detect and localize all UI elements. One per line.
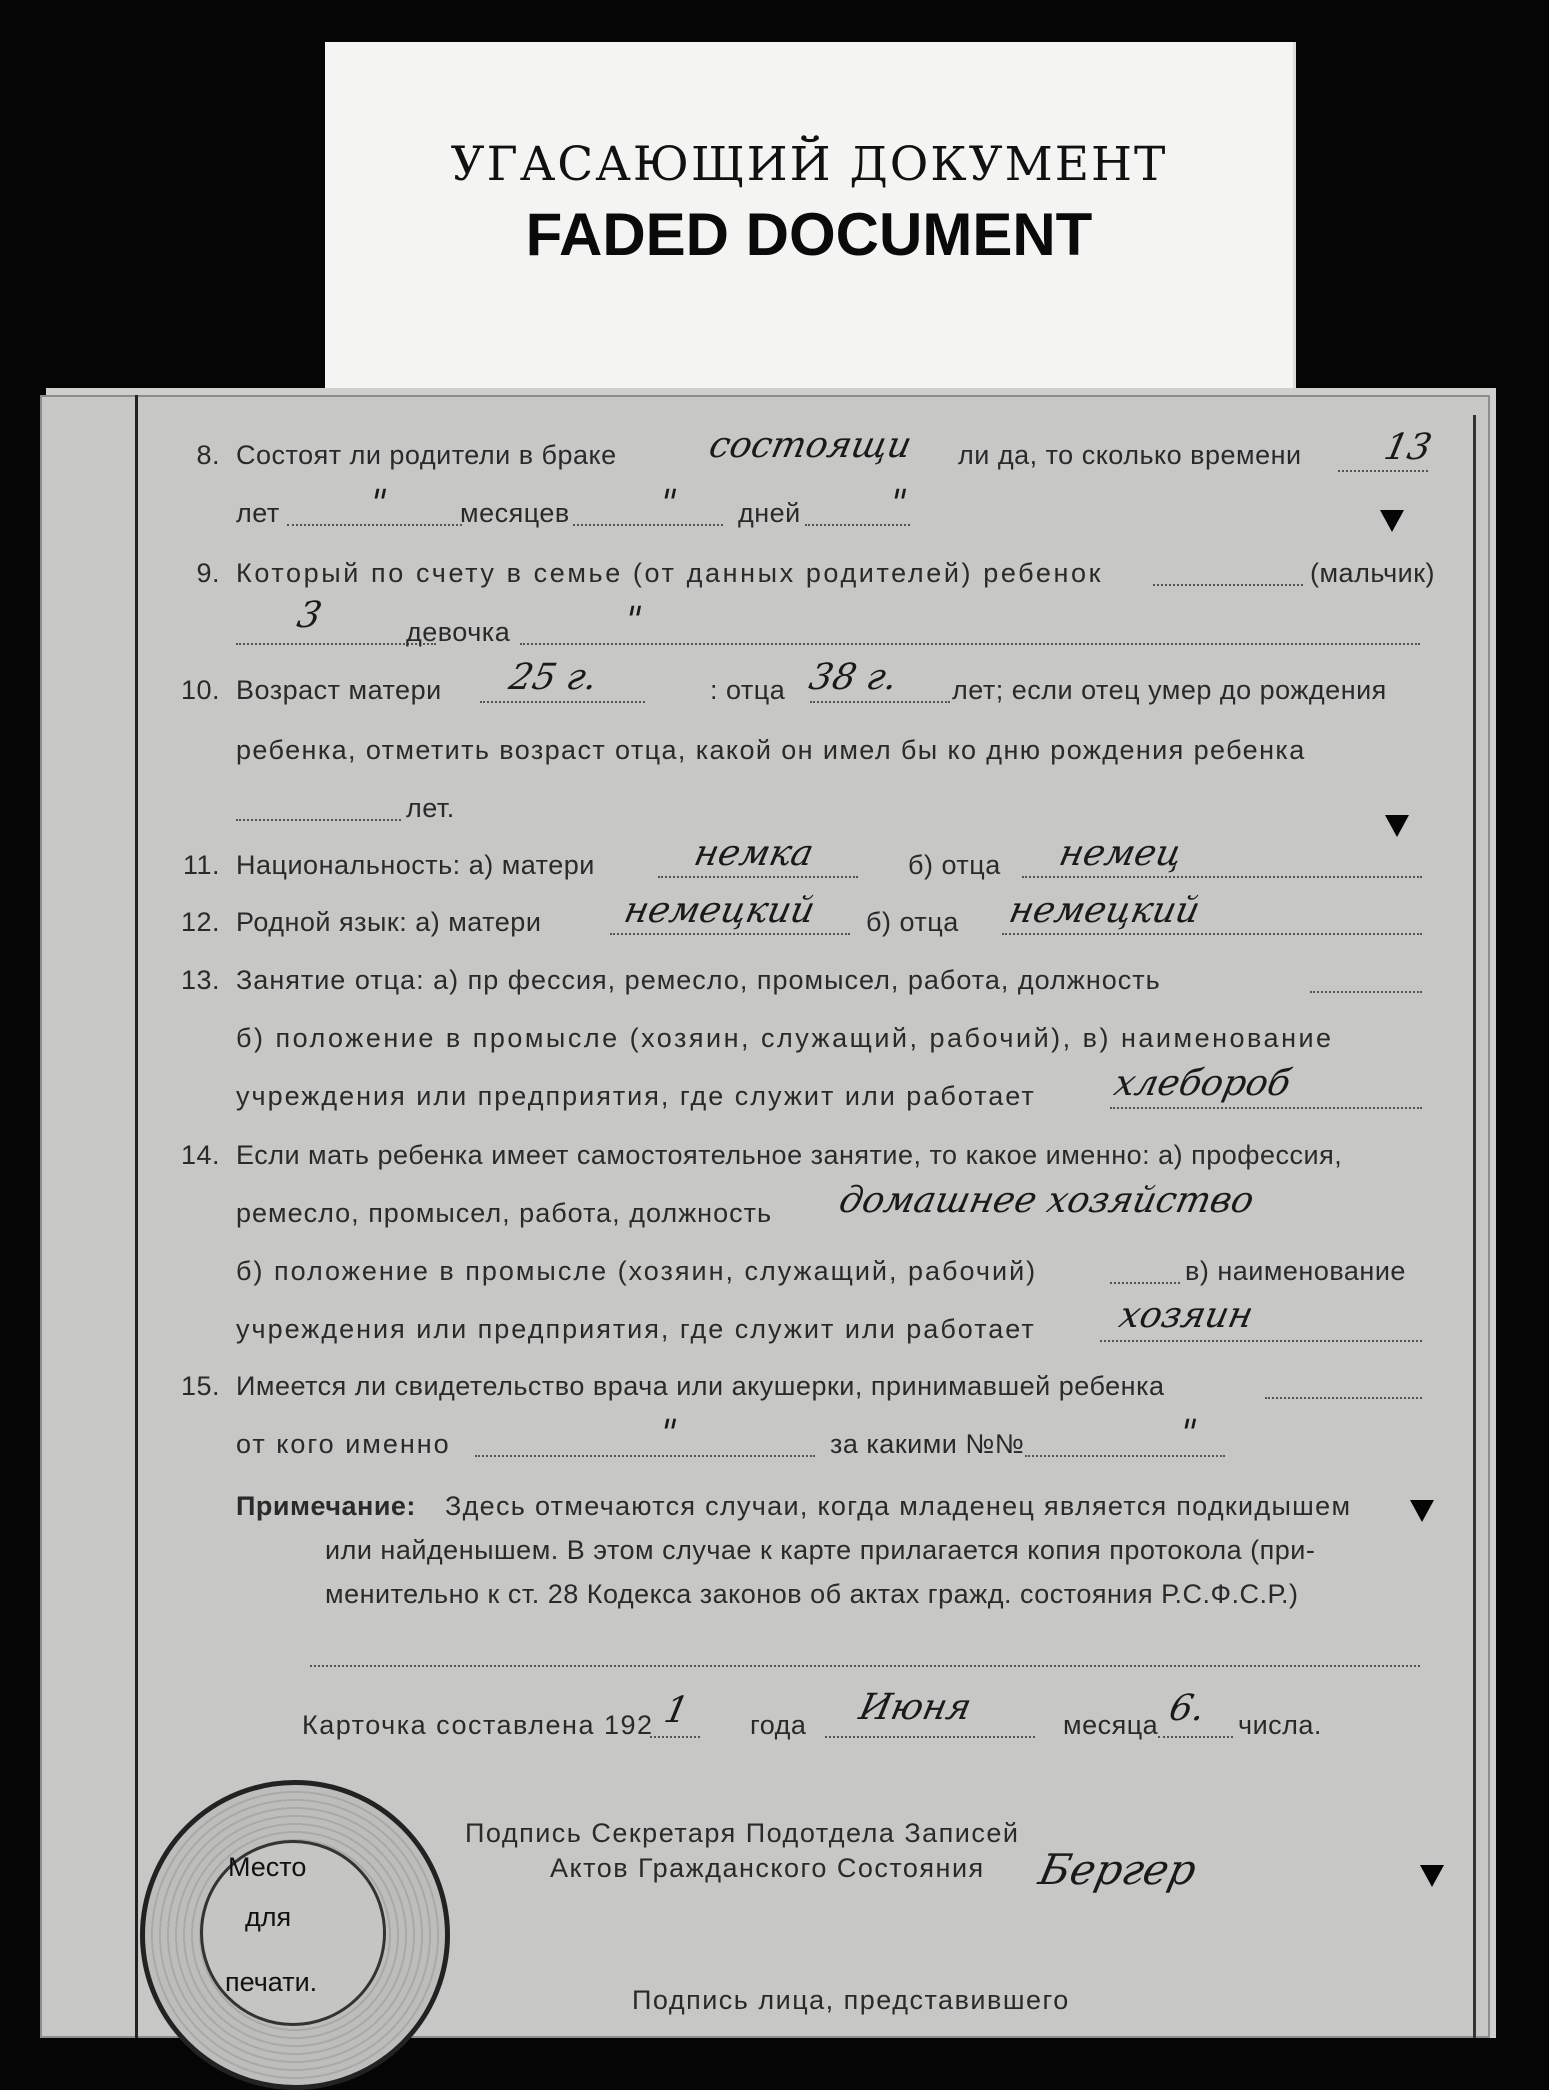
q8-years-label: лет (236, 498, 280, 528)
ink-mark (1380, 510, 1404, 532)
q9-number: 9. (196, 558, 220, 588)
q10-text-a: Возраст матери (236, 675, 442, 705)
q15-hw-numbers: " (1175, 1413, 1201, 1454)
q11-hw-mother: немка (690, 833, 818, 874)
q9-hw-count: 3 (293, 595, 326, 636)
q11-number: 11. (182, 850, 220, 880)
q8-text-b: ли да, то сколько времени (958, 440, 1302, 470)
q14-text-c2: в) наименование (1185, 1256, 1406, 1286)
stamp-place-text: Место (228, 1852, 307, 1882)
header-title-english: FADED DOCUMENT (525, 201, 1093, 268)
q10-text-c: лет; если отец умер до рождения (952, 675, 1387, 705)
secretary-signature: Бергер (1034, 1845, 1201, 1894)
q10-text-b: : отца (710, 675, 786, 705)
q10-hw-father-age: 38 г. (805, 657, 902, 698)
q11-hw-father: немец (1055, 833, 1186, 874)
faded-document-label-card (325, 42, 1296, 392)
stamp-seal-text: печати. (225, 1967, 318, 1997)
q13-text-b: б) положение в промысле (хозяин, служащий, рабочий), в) наименование (236, 1023, 1334, 1053)
q9-text-boy: (мальчик) (1310, 558, 1436, 588)
q11-text-b: б) отца (908, 850, 1001, 880)
q9-text-a: Который по счету в семье (от данных родителей) ребенок (236, 558, 1104, 588)
q12-text-b: б) отца (866, 907, 959, 937)
q10-number: 10. (180, 675, 220, 705)
q8-handwriting-married: состоящи (705, 425, 916, 466)
q12-hw-father: немецкий (1005, 890, 1204, 931)
q12-text-a: Родной язык: а) матери (236, 907, 542, 937)
q9-girl-label: девочка (406, 617, 511, 647)
q8-months-label: месяцев (460, 498, 570, 528)
right-margin-line (1473, 415, 1476, 2038)
card-text-a: Карточка составлена 192 (302, 1710, 654, 1740)
q8-hw-days: " (885, 483, 911, 524)
official-seal-stamp (140, 1780, 450, 2090)
note-line2-text: или найденышем. В этом случае к карте прилагается копия протокола (при- (325, 1535, 1316, 1565)
q14-text-b: ремесло, промысел, работа, должность (236, 1198, 773, 1228)
signature-title-line1: Подпись Секретаря Подотдела Записей (465, 1818, 1020, 1848)
card-hw-day: 6. (1165, 1688, 1209, 1729)
ink-mark (1420, 1865, 1444, 1887)
card-text-b: года (750, 1710, 807, 1740)
q14-hw-position: хозяин (1115, 1295, 1257, 1336)
q15-text-c: за какими №№ (830, 1429, 1025, 1459)
stamp-for-text: для (245, 1902, 292, 1932)
header-title-russian: УГАСАЮЩИЙ ДОКУМЕНТ (450, 137, 1168, 192)
q8-number: 8. (196, 440, 220, 470)
q9-hw-girl: " (620, 600, 646, 641)
q13-text-c: учреждения или предприятия, где служит или работает (236, 1081, 1036, 1111)
presenter-signature-label: Подпись лица, представившего (632, 1985, 1070, 2015)
q14-text-c: б) положение в промысле (хозяин, служащий, рабочий) (236, 1256, 1038, 1286)
q10-text-d: ребенка, отметить возраст отца, какой он имел бы ко дню рождения ребенка (236, 735, 1306, 765)
separator-dotted-line (310, 1645, 1420, 1667)
q10-hw-mother-age: 25 г. (505, 657, 602, 698)
note-label: Примечание: (236, 1491, 416, 1521)
q8-handwriting-time: 13 (1380, 427, 1436, 468)
q15-text-a: Имеется ли свидетельство врача или акушерки, принимавшей ребенка (236, 1371, 1165, 1401)
card-hw-month: Июня (855, 1687, 975, 1728)
q10-text-e: лет. (406, 793, 455, 823)
q13-hw-occupation: хлебороб (1110, 1063, 1295, 1104)
q11-text-a: Национальность: а) матери (236, 850, 595, 880)
left-margin-line (135, 395, 138, 2038)
q13-number: 13. (180, 965, 220, 995)
q12-hw-mother: немецкий (620, 890, 819, 931)
signature-title-line2: Актов Гражданского Состояния (550, 1853, 985, 1883)
note-line3-text: менительно к ст. 28 Кодекса законов об актах гражд. состояния Р.С.Ф.С.Р.) (325, 1579, 1299, 1609)
q13-text-a: Занятие отца: а) пр фессия, ремесло, промысел, работа, должность (236, 965, 1161, 995)
q8-hw-months: " (655, 483, 681, 524)
q14-text-d: учреждения или предприятия, где служит или работает (236, 1314, 1036, 1344)
ink-mark (1410, 1500, 1434, 1522)
q15-hw-who: " (655, 1413, 681, 1454)
q8-text-a: Состоят ли родители в браке (236, 440, 617, 470)
q15-number: 15. (180, 1371, 220, 1401)
q12-number: 12. (180, 907, 220, 937)
card-text-d: числа. (1238, 1710, 1322, 1740)
card-text-c: месяца (1063, 1710, 1159, 1740)
q8-days-label: дней (738, 498, 801, 528)
q14-number: 14. (180, 1140, 220, 1170)
q14-text-a: Если мать ребенка имеет самостоятельное занятие, то какое именно: а) профессия, (236, 1140, 1343, 1170)
note-line1-text: Здесь отмечаются случаи, когда младенец является подкидышем (445, 1491, 1352, 1521)
q15-text-b: от кого именно (236, 1429, 451, 1459)
ink-mark (1385, 815, 1409, 837)
q8-hw-years: " (365, 483, 391, 524)
q14-hw-mother-occupation: домашнее хозяйство (835, 1180, 1258, 1221)
card-hw-year: 1 (660, 1690, 693, 1731)
